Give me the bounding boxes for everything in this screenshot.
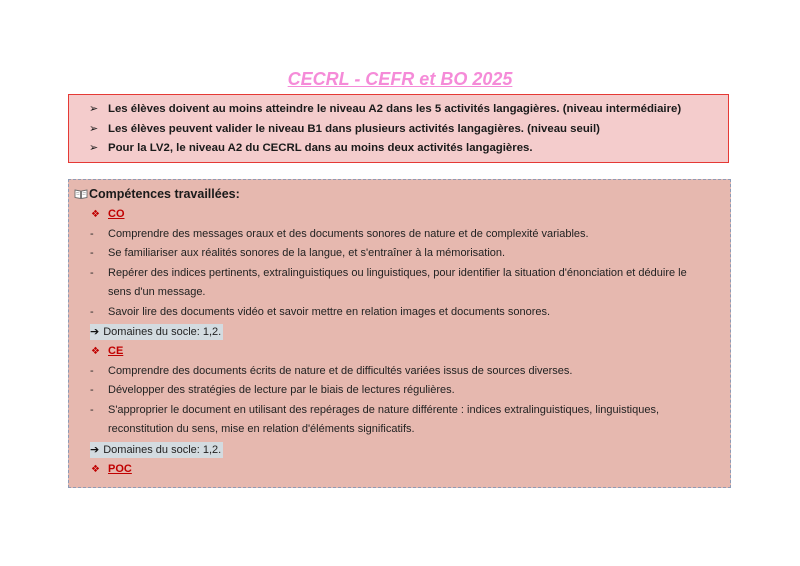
list-item-text: S'approprier le document en utilisant des repérages de nature différente : indices extralinguistiques, linguistiques, [108, 403, 660, 416]
page-title: CECRL - CEFR et BO 2025 [287, 69, 513, 89]
arrow-right-icon: ➔ [90, 443, 100, 456]
list-item-text: reconstitution du sens, mise en relation d'éléments significatifs. [108, 423, 415, 435]
objective-text: Les élèves doivent au moins atteindre le niveau A2 dans les 5 activités langagières. (niveau intermédiaire) [108, 103, 682, 115]
arrowhead-bullet-icon: ➢ [89, 122, 99, 135]
section-code: CO [108, 208, 125, 220]
arrow-right-icon: ➔ [90, 326, 100, 338]
section-code: POC [108, 462, 132, 475]
list-item-text: Repérer des indices pertinents, extralinguistiques ou linguistiques, pour identifier la situation d'énonciation et déduire le [108, 266, 687, 279]
objective-text: Les élèves peuvent valider le niveau B1 dans plusieurs activités langagières. (niveau seuil) [108, 122, 600, 135]
objectives-box [68, 94, 729, 163]
list-item-text: Comprendre des documents écrits de nature et de difficultés variées issus de sources diverses. [108, 364, 573, 377]
list-item-text: Savoir lire des documents vidéo et savoir mettre en relation images et documents sonores. [108, 305, 551, 318]
list-item-text: Développer des stratégies de lecture par le biais de lectures régulières. [108, 384, 455, 396]
socle-highlight [90, 442, 223, 458]
skills-box: Compétences travaillées: ❖ CO - Comprendre des messages oraux et des documents sonores de nature et de complexité variables. - Se familiariser aux réalités sonores de la langue, et s'entraîner à la mémorisation. - Repérer des indices pertinents, extralinguistiques ou linguistiques, pour identifier la situation d'énonciation et déduire le sens d'un message. - Savoir lire des documents vidéo et savoir mettre en relation images et documents sonores. ➔ Domaines du socle: 1,2. ❖ CE - Comprendre des documents écrits de nature et de difficultés variées issus de sources diverses. - Développer des stratégies de lecture par le biais de lectures régulières. - S'approprier le document en utilisant des repérages de nature différente : indices extralinguistiques, linguistiques, reconstitution du sens, mise en relation d'éléments significatifs. ➔ Domaines du socle: 1,2. ❖ POC [68, 179, 731, 488]
list-item-text: sens d'un message. [108, 286, 206, 298]
diamond-bullet-icon: ❖ [91, 209, 100, 220]
diamond-bullet-icon: ❖ [91, 346, 100, 357]
arrowhead-bullet-icon: ➢ [89, 103, 99, 115]
open-book-icon [74, 189, 88, 199]
diamond-bullet-icon: ❖ [91, 463, 100, 475]
socle-highlight [90, 324, 223, 340]
objective-item [69, 139, 728, 159]
section-code: CE [108, 345, 124, 357]
list-item-text: Se familiariser aux réalités sonores de la langue, et s'entraîner à la mémorisation. [108, 247, 506, 259]
socle-text: Domaines du socle: 1,2. [103, 443, 222, 456]
skills-header-label: Compétences travaillées: [89, 187, 240, 201]
objective-item [69, 120, 728, 140]
list-item-text: Comprendre des messages oraux et des documents sonores de nature et de complexité variables. [108, 227, 589, 240]
arrowhead-bullet-icon: ➢ [89, 142, 99, 154]
objective-item [69, 100, 728, 120]
objective-text: Pour la LV2, le niveau A2 du CECRL dans au moins deux activités langagières. [108, 142, 533, 154]
socle-text: Domaines du socle: 1,2. [103, 326, 222, 338]
skills-header [74, 186, 240, 202]
